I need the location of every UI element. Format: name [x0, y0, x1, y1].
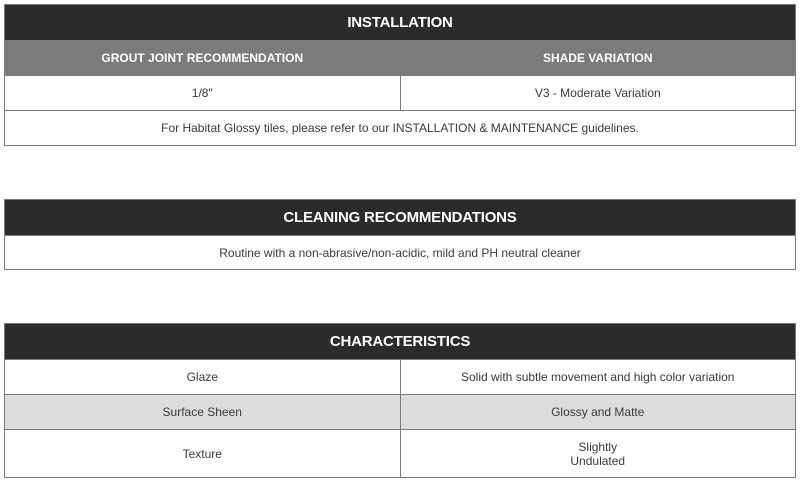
grout-joint-value: 1/8" — [191, 86, 213, 100]
characteristics-title: CHARACTERISTICS — [5, 324, 795, 359]
installation-table — [4, 4, 796, 146]
table-row — [5, 359, 795, 394]
installation-note: For Habitat Glossy tiles, please refer to our INSTALLATION & MAINTENANCE guidelines. — [161, 121, 639, 135]
cleaning-table — [4, 199, 796, 270]
texture-label: Texture — [182, 446, 222, 461]
texture-value — [400, 430, 796, 477]
surface-sheen-value: Glossy and Matte — [400, 395, 796, 429]
texture-value-line2: Undulated — [570, 453, 626, 468]
shade-variation-header: SHADE VARIATION — [400, 41, 796, 75]
characteristics-table — [4, 323, 796, 478]
surface-sheen-label: Surface Sheen — [162, 405, 242, 419]
cleaning-title: CLEANING RECOMMENDATIONS — [5, 200, 795, 235]
glaze-value: Solid with subtle movement and high color variation — [400, 360, 796, 394]
glaze-label: Glaze — [186, 370, 218, 384]
shade-variation-value: V3 - Moderate Variation — [400, 76, 796, 110]
table-row — [5, 394, 795, 429]
installation-title: INSTALLATION — [5, 5, 795, 40]
table-row — [5, 429, 795, 477]
cleaning-text: Routine with a non-abrasive/non-acidic, mild and PH neutral cleaner — [219, 246, 581, 260]
texture-value-line1: Slightly — [578, 439, 618, 454]
grout-joint-header: GROUT JOINT RECOMMENDATION — [5, 41, 400, 75]
